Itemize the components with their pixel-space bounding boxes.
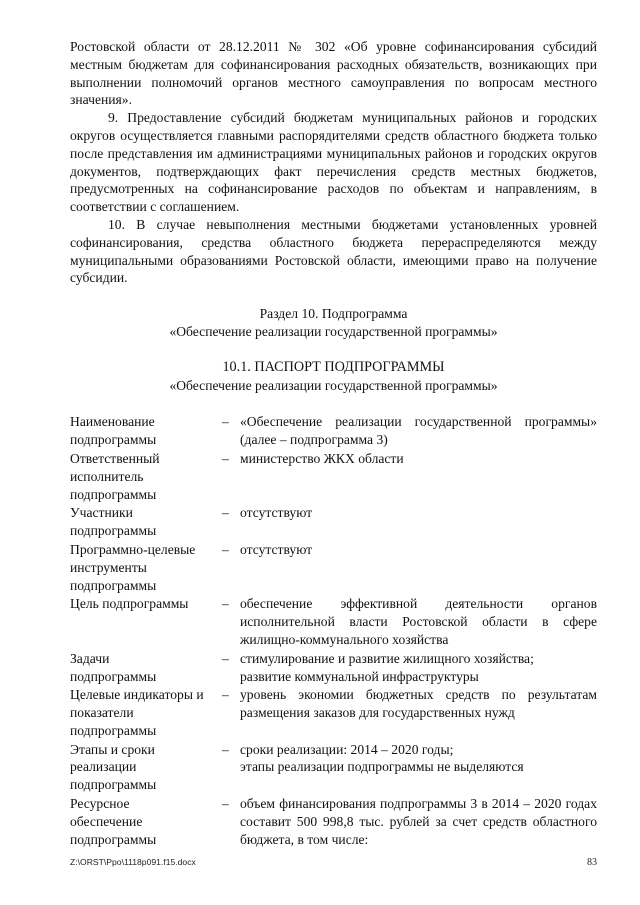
row-label: Этапы и сроки реализации подпрограммы <box>70 741 157 793</box>
row-value-second: этапы реализации подпрограммы не выделяются <box>240 759 524 775</box>
section-heading <box>70 305 597 341</box>
row-value: уровень экономии бюджетных средств по результатам размещения заказов для государственных нужд <box>240 687 597 721</box>
table-row <box>70 503 597 540</box>
row-value: «Обеспечение реализации государственной программы» (далее – подпрограмма 3) <box>240 414 597 448</box>
row-value-group <box>240 649 597 686</box>
row-value: отсутствуют <box>240 505 313 521</box>
passport-table <box>70 412 597 848</box>
paragraph-10: 10. В случае невыполнения местными бюджетами установленных уровней софинансирования, средства областного бюджета перераспределяются между муниципальными образованиями Ростовской области, имеющими право на получение субсидии. <box>70 216 597 286</box>
row-value: министерство ЖКХ области <box>240 450 404 466</box>
table-row <box>70 685 597 739</box>
page-number: 83 <box>587 857 597 868</box>
table-row <box>70 649 597 686</box>
row-dash: – <box>222 741 229 757</box>
row-label: Задачи подпрограммы <box>70 650 157 684</box>
row-label: Целевые индикаторы и показатели подпрограммы <box>70 687 204 738</box>
row-value: обеспечение эффективной деятельности органов исполнительной власти Ростовской области в сфере жилищно-коммунального хозяйства <box>240 596 597 647</box>
page-footer <box>70 857 597 868</box>
table-row <box>70 740 597 794</box>
row-dash: – <box>222 505 229 521</box>
row-label: Ресурсное обеспечение подпрограммы <box>70 796 157 847</box>
row-dash: – <box>222 414 229 430</box>
row-value: сроки реализации: 2014 – 2020 годы; <box>240 741 454 757</box>
row-value-second: развитие коммунальной инфраструктуры <box>240 668 479 684</box>
passport-heading-subtitle: «Обеспечение реализации государственной программы» <box>169 377 498 393</box>
section-heading-subtitle: «Обеспечение реализации государственной программы» <box>169 323 498 339</box>
row-label: Ответственный исполнитель подпрограммы <box>70 450 160 502</box>
row-dash: – <box>222 687 229 703</box>
table-row <box>70 794 597 848</box>
passport-heading <box>70 359 597 395</box>
row-label: Программно-целевые инструменты подпрограммы <box>70 541 196 593</box>
row-label: Цель подпрограммы <box>70 596 189 612</box>
row-dash: – <box>222 650 229 666</box>
row-value-group <box>240 740 597 794</box>
row-dash: – <box>222 596 229 612</box>
row-label: Участники подпрограммы <box>70 505 157 539</box>
file-path: Z:\ORST\Ppo\1118p091.f15.docx <box>70 857 196 867</box>
table-row <box>70 449 597 503</box>
table-row <box>70 594 597 648</box>
row-value: стимулирование и развитие жилищного хозяйства; <box>240 650 534 666</box>
passport-heading-title: 10.1. ПАСПОРТ ПОДПРОГРАММЫ <box>222 358 445 375</box>
row-value: отсутствуют <box>240 541 313 557</box>
table-row <box>70 412 597 449</box>
row-value: объем финансирования подпрограммы 3 в 2014 – 2020 годах составит 500 998,8 тыс. рублей за счет средств областного бюджета, в том числе: <box>240 796 597 847</box>
row-dash: – <box>222 796 229 812</box>
row-dash: – <box>222 450 229 466</box>
paragraph-continuation: Ростовской области от 28.12.2011 № 302 «Об уровне софинансирования субсидий местным бюджетам для софинансирования расходных обязательств, возникающих при выполнении полномочий органов местного самоуправления по вопросам местного значения». <box>70 39 597 108</box>
section-heading-title: Раздел 10. Подпрограмма <box>259 306 408 322</box>
row-label: Наименование подпрограммы <box>70 414 157 448</box>
row-dash: – <box>222 541 229 557</box>
page-content <box>70 38 597 848</box>
paragraph-9: 9. Предоставление субсидий бюджетам муниципальных районов и городских округов осуществляется главными распорядителями средств областного бюджета только после представления им администрациями муниципальных районов и городских округов документов, подтверждающих факт перечисления средств местных бюджетов, предусмотренных на софинансирование расходов по объектам и направлениям, в соответствии с соглашением. <box>70 110 597 215</box>
table-row <box>70 540 597 594</box>
